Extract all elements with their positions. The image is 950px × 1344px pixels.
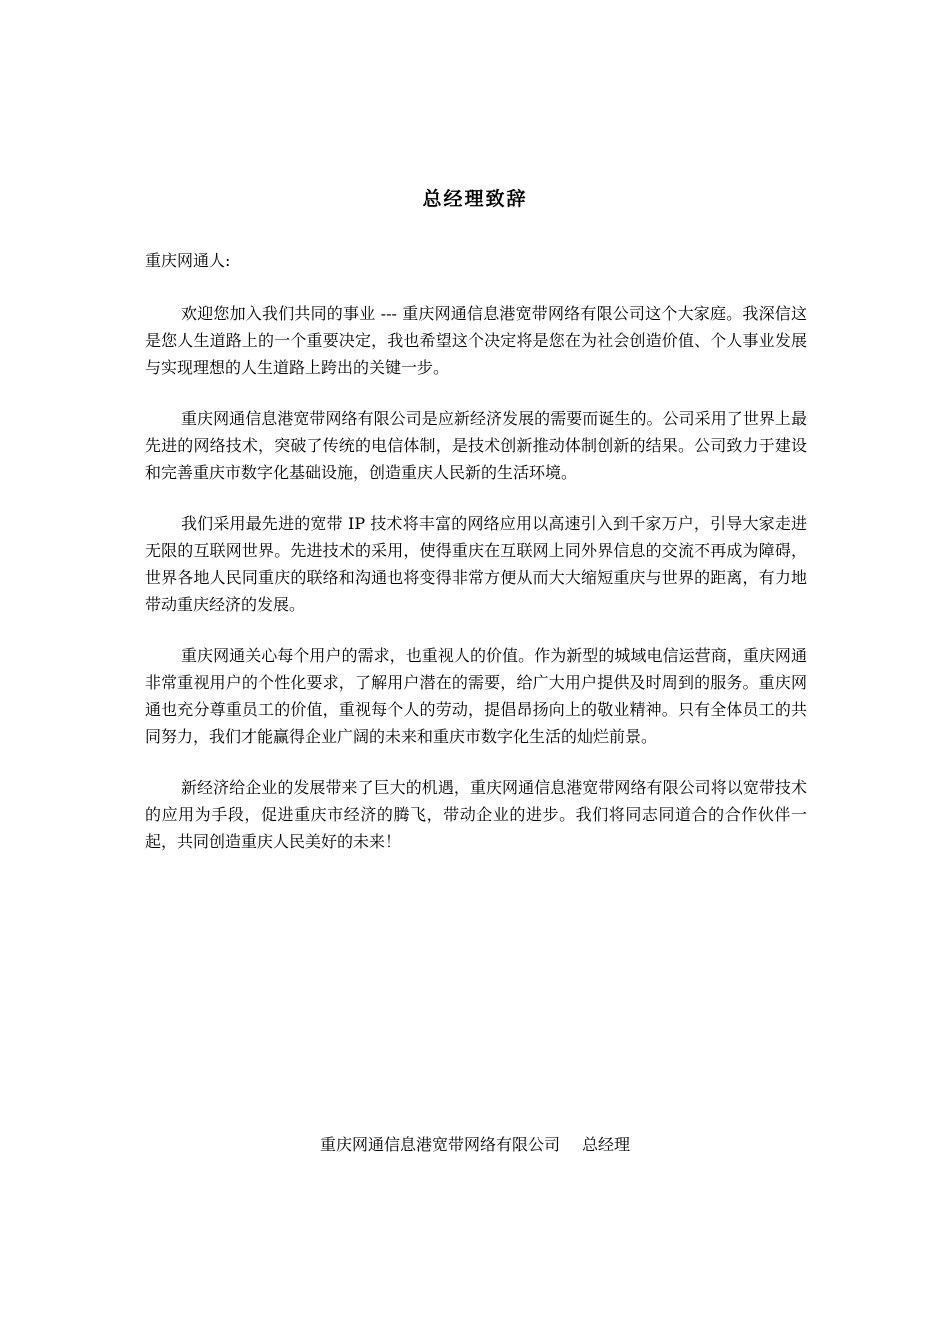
signature: [0, 1134, 950, 1156]
signature-company: 重庆网通信息港宽带网络有限公司: [319, 1135, 560, 1154]
paragraph-technology: 我们采用最先进的宽带 IP 技术将丰富的网络应用以高速引入到千家万户，引导大家走进无限的互联网世界。先进技术的采用，使得重庆在互联网上同外界信息的交流不再成为障碍，世界各地人民同重庆的联络和沟通也将变得非常方便从而大大缩短重庆与世界的距离，有力地带动重庆经济的发展。: [145, 514, 807, 614]
document-title: 总经理致辞: [422, 188, 528, 210]
salutation: 重庆网通人:: [145, 251, 231, 270]
paragraph-values: 重庆网通关心每个用户的需求，也重视人的价值。作为新型的城域电信运营商，重庆网通非常重视用户的个性化要求，了解用户潜在的需要，给广大用户提供及时周到的服务。重庆网通也充分尊重员工的价值，重视每个人的劳动，提倡昂扬向上的敬业精神。只有全体员工的共同努力，我们才能赢得企业广阔的未来和重庆市数字化生活的灿烂前景。: [145, 646, 807, 746]
letter-body: [145, 300, 807, 879]
signature-position: 总经理: [582, 1135, 631, 1154]
paragraph-future: 新经济给企业的发展带来了巨大的机遇，重庆网通信息港宽带网络有限公司将以宽带技术的应用为手段，促进重庆市经济的腾飞，带动企业的进步。我们将同志同道合的合作伙伴一起，共同创造重庆人民美好的未来！: [145, 778, 807, 851]
paragraph-welcome: 欢迎您加入我们共同的事业 --- 重庆网通信息港宽带网络有限公司这个大家庭。我深信这是您人生道路上的一个重要决定，我也希望这个决定将是您在为社会创造价值、个人事业发展与实现理想的人生道路上跨出的关键一步。: [145, 304, 807, 377]
paragraph-company-origin: 重庆网通信息港宽带网络有限公司是应新经济发展的需要而诞生的。公司采用了世界上最先进的网络技术，突破了传统的电信体制，是技术创新推动体制创新的结果。公司致力于建设和完善重庆市数字化基础设施，创造重庆人民新的生活环境。: [145, 409, 807, 482]
